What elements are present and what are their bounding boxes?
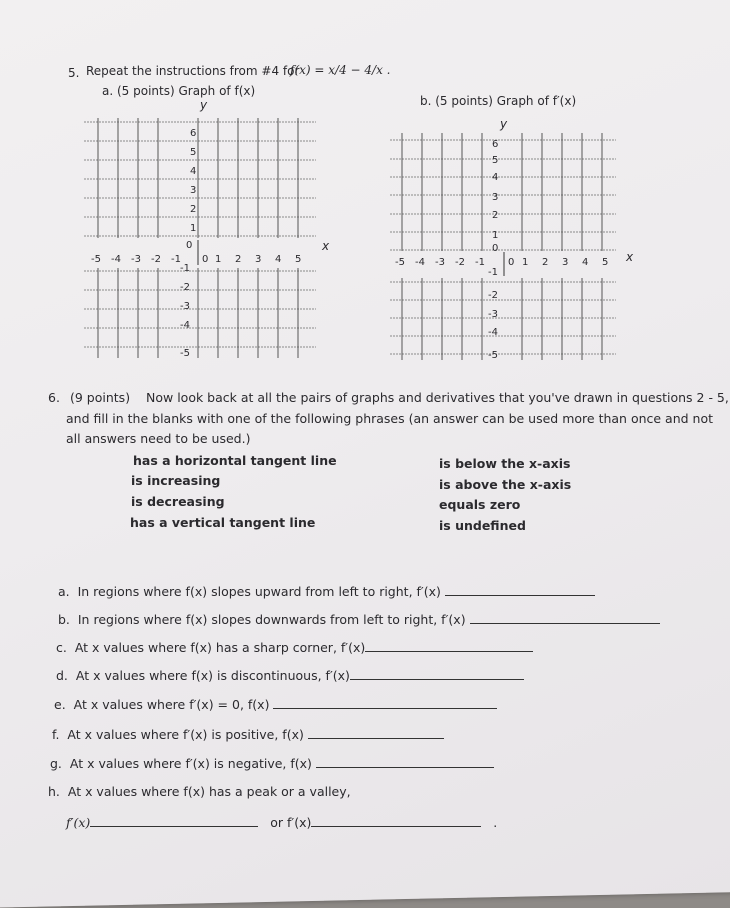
q5-number: 5. [68,66,80,80]
graph-b-ytick: 1 [492,230,499,241]
graph-b-xtick: 0 [508,257,515,268]
graph-a-ytick: 1 [190,223,197,234]
phrase-right: is undefined [439,518,526,533]
q6-number: 6. [48,390,60,405]
graph-b-ytick: 3 [492,192,499,203]
graph-a-xtick: -1 [171,254,181,265]
q6-line-2: and fill in the blanks with one of the following phrases (an answer can be used more than once and not [66,411,714,426]
graph-b-xtick: -1 [475,257,485,268]
graph-a-xtick: 5 [295,254,302,265]
q5-prompt: Repeat the instructions from #4 for [86,64,300,78]
graph-b-x-label: x [626,250,634,264]
graph-a-xtick: -5 [91,254,101,265]
graph-a-ytick: -5 [180,348,190,359]
blank-h2[interactable] [311,825,481,827]
graph-b-xtick: 5 [602,257,609,268]
blank-h1[interactable] [90,825,258,827]
item-h-answers: f′(x) or f′(x) . [66,815,498,830]
phrase-right: equals zero [439,497,521,512]
blank-g[interactable] [316,766,494,768]
graph-a-xtick: 4 [275,254,282,265]
graph-a-xtick: -3 [131,254,141,265]
graph-b-xtick: -3 [435,257,445,268]
graph-b-ytick: -4 [488,327,498,338]
item-e: e. At x values where f′(x) = 0, f(x) [54,697,497,712]
graph-b-ytick: 0 [492,243,499,254]
graph-a-y-label: y [200,100,208,112]
blank-b[interactable] [470,622,660,624]
q5-part-b-label: b. (5 points) Graph of f′(x) [420,94,577,108]
graph-a-xtick: -2 [151,254,161,265]
blank-a[interactable] [445,594,595,596]
blank-e[interactable] [273,707,497,709]
graph-b-xtick: 1 [522,257,529,268]
graph-a-ytick: -3 [180,301,190,312]
graph-a-xtick: 3 [255,254,262,265]
blank-c[interactable] [365,650,533,652]
graph-b-ytick: -2 [488,290,498,301]
item-h: h. At x values where f(x) has a peak or a valley, [48,784,351,799]
graph-a-ytick: -1 [180,263,190,274]
graph-a-xtick: 1 [215,254,222,265]
item-c: c. At x values where f(x) has a sharp corner, f′(x) [56,640,533,655]
graph-b-ytick: 5 [492,155,499,166]
item-d: d. At x values where f(x) is discontinuous, f′(x) [56,668,524,683]
graph-a-xtick: 0 [202,254,209,265]
q6-line-1: Now look back at all the pairs of graphs and derivatives that you've drawn in questions 2 - 5, [146,390,729,405]
blank-f[interactable] [308,737,444,739]
q5-function: f(x) = x/4 − 4/x . [290,63,391,77]
graph-b-ytick: -5 [488,350,498,361]
graph-b-ytick: 6 [492,139,499,150]
graph-a-ytick: 6 [190,128,197,139]
graph-a-ytick: -4 [180,320,190,331]
graph-a-ytick: 5 [190,147,197,158]
phrase-left: has a vertical tangent line [130,515,316,530]
graph-a-xtick: -4 [111,254,121,265]
graph-a-xtick: 2 [235,254,242,265]
graph-b-xtick: 2 [542,257,549,268]
graph-a-grid[interactable] [76,100,336,365]
graph-a-ytick: 4 [190,166,197,177]
graph-b-xtick: -5 [395,257,405,268]
item-f: f. At x values where f′(x) is positive, f(x) [52,727,444,742]
graph-b-grid[interactable] [382,118,644,368]
phrase-left: is decreasing [131,494,225,509]
q6-line-3: all answers need to be used.) [66,431,251,446]
graph-a-x-label: x [322,239,330,253]
graph-b-xtick: 3 [562,257,569,268]
item-b: b. In regions where f(x) slopes downwards from left to right, f′(x) [58,612,660,627]
item-a: a. In regions where f(x) slopes upward from left to right, f′(x) [58,584,595,599]
graph-b-ytick: -1 [488,267,498,278]
graph-b-y-label: y [500,118,508,131]
graph-a-ytick: 2 [190,204,197,215]
phrase-right: is above the x-axis [439,477,572,492]
graph-b-ytick: -3 [488,309,498,320]
blank-d[interactable] [350,678,524,680]
graph-b-ytick: 2 [492,210,499,221]
graph-b-xtick: 4 [582,257,589,268]
phrase-right: is below the x-axis [439,456,571,471]
graph-a-ytick: -2 [180,282,190,293]
item-g: g. At x values where f′(x) is negative, f(x) [50,756,494,771]
q5-part-a-label: a. (5 points) Graph of f(x) [102,84,256,98]
graph-a-ytick: 3 [190,185,197,196]
graph-a-ytick: 0 [186,240,193,251]
q6-points: (9 points) [70,390,131,405]
graph-b-xtick: -2 [455,257,465,268]
graph-b-ytick: 4 [492,172,499,183]
phrase-left: has a horizontal tangent line [133,453,337,468]
phrase-left: is increasing [131,473,221,488]
graph-b-xtick: -4 [415,257,425,268]
